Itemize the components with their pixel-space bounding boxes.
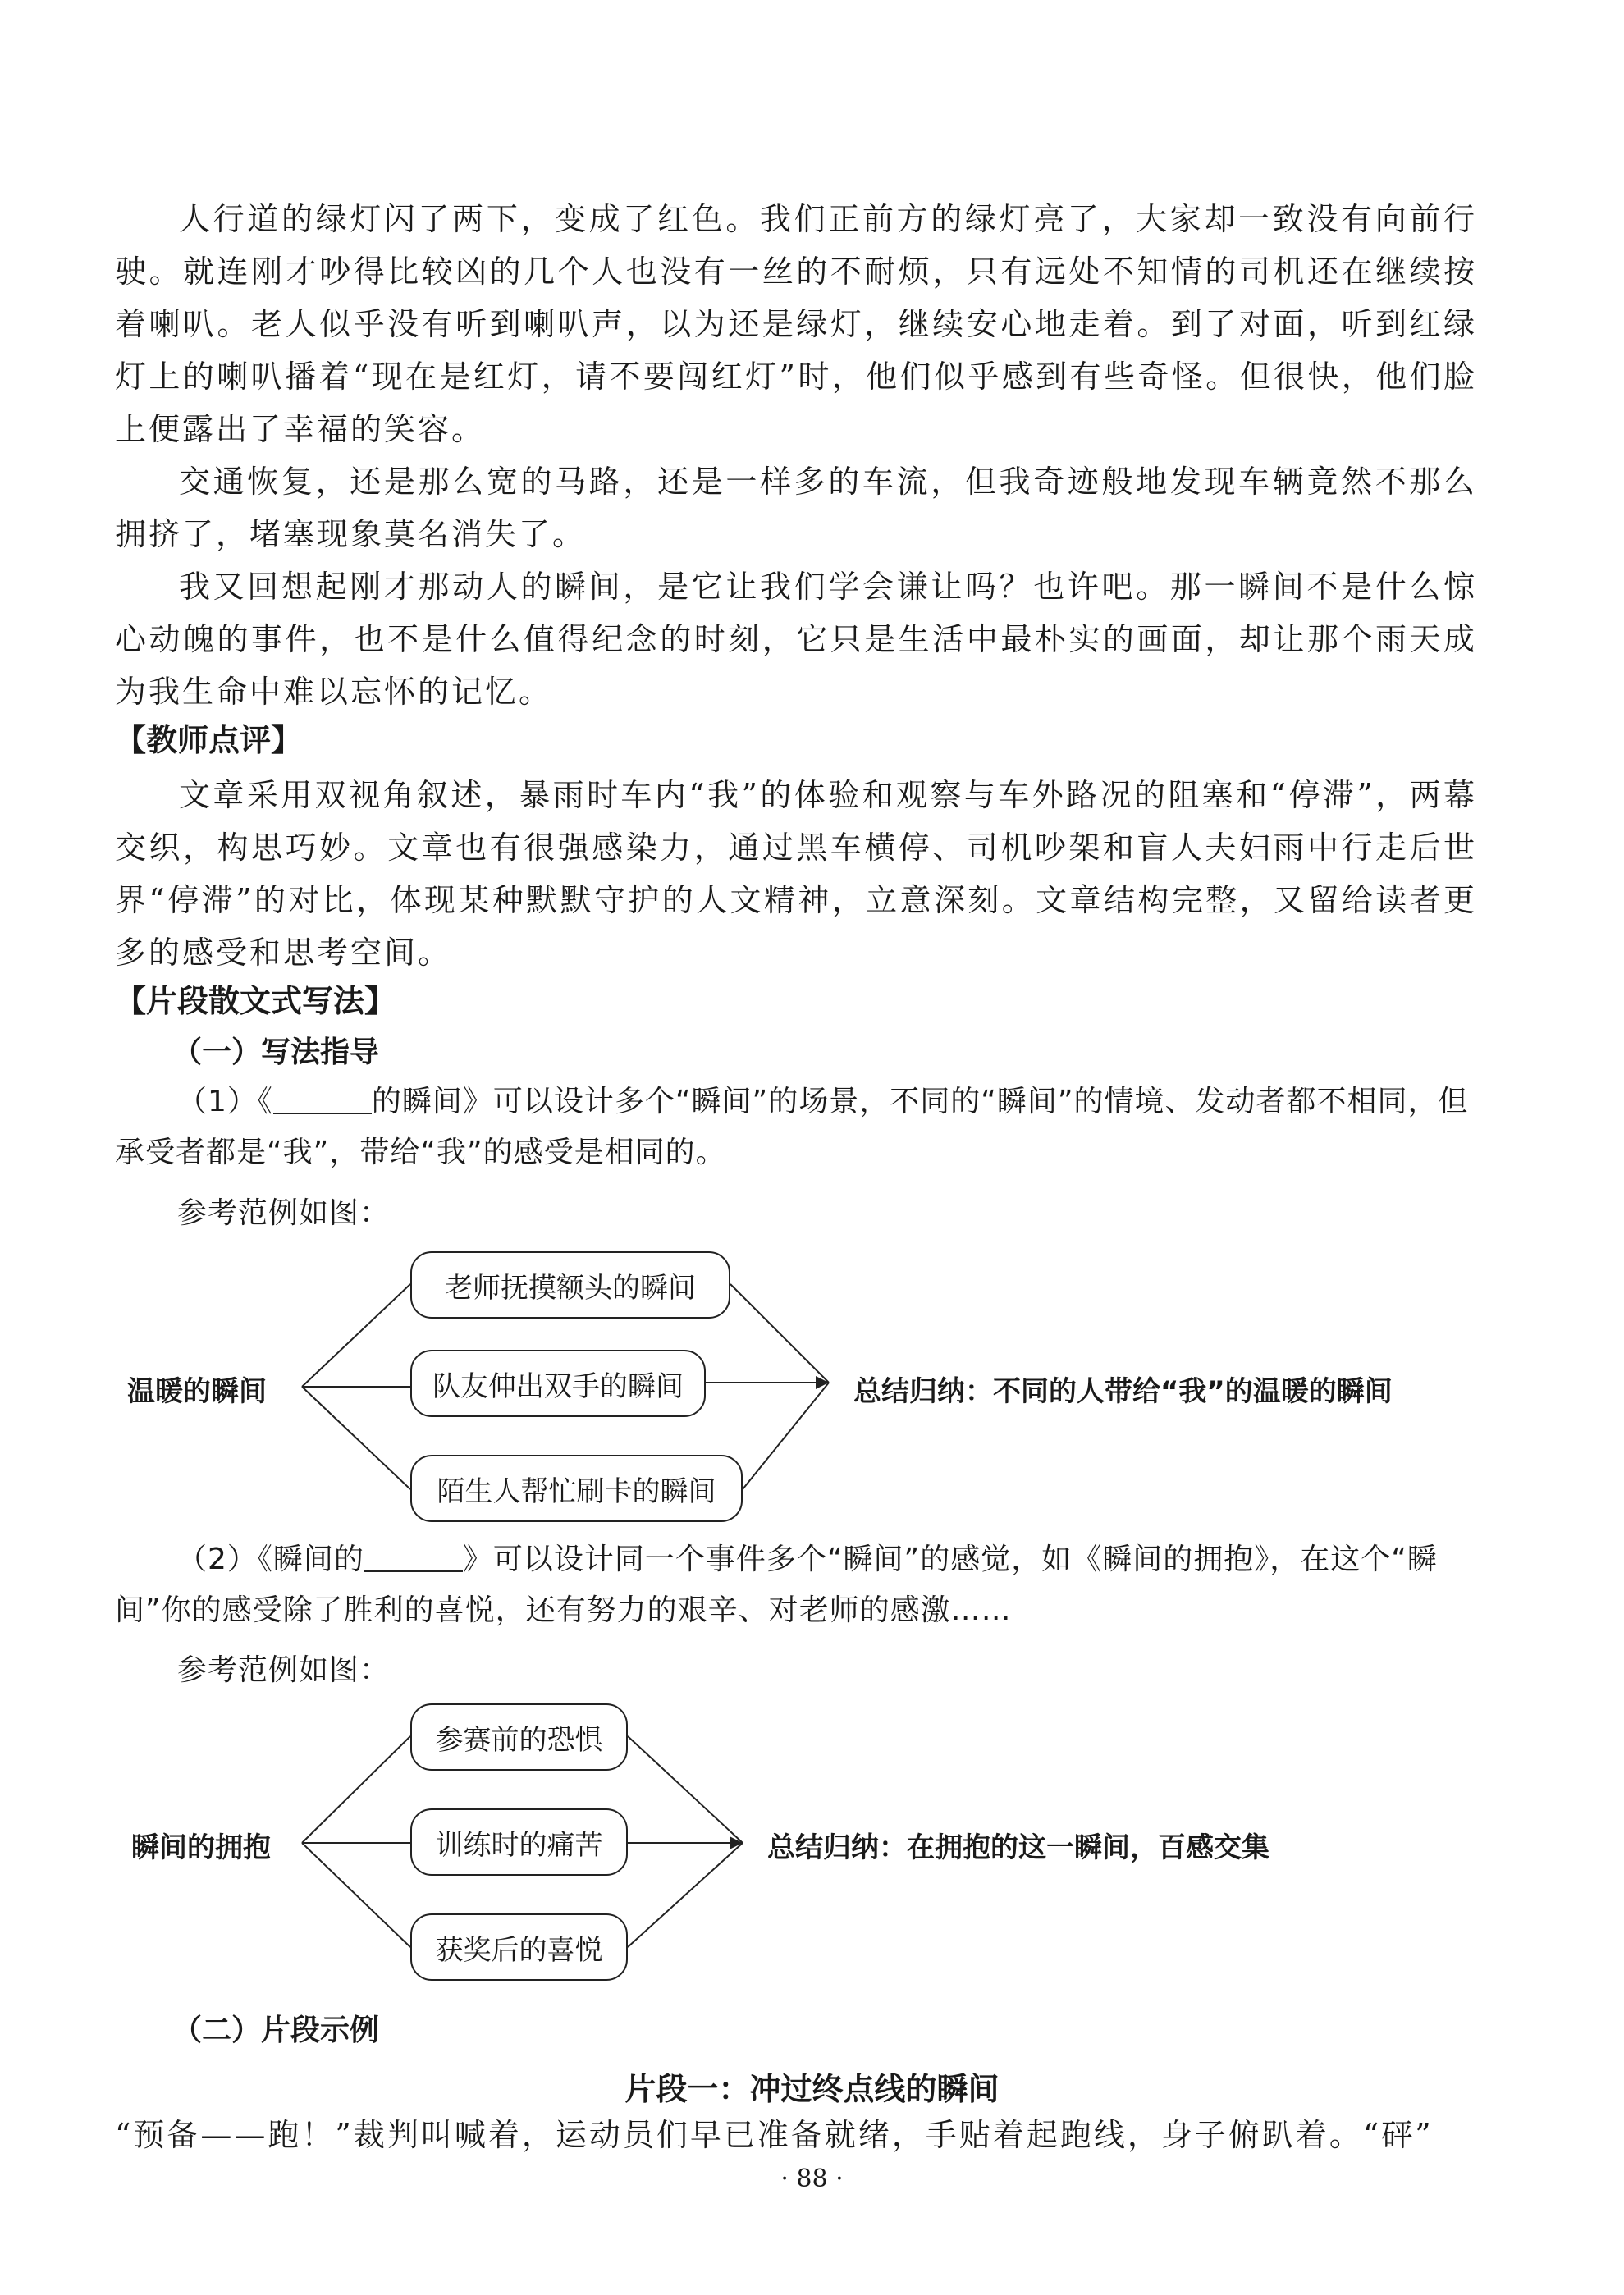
method-item-2-suffix: 》可以设计同一个事件多个“瞬间”的感觉，如《瞬间的拥抱》，在这个“瞬间”你的感受除了胜利的喜悦，还有努力的艰辛、对老师的感激…… <box>115 1543 1438 1627</box>
method-subheading-2: （二）片段示例 <box>172 2014 380 2047</box>
diagram-1-right-lower-line <box>743 1383 829 1489</box>
diagram-1-box-1: 老师抚摸额头的瞬间 <box>410 1251 730 1319</box>
diagram-1-left-upper-line <box>302 1284 410 1387</box>
method-item-2 <box>115 1534 1477 1636</box>
diagram-1-right-upper-line <box>730 1284 829 1383</box>
diagram-2-summary: 总结归纳：在拥抱的这一瞬间，百感交集 <box>767 1831 1269 1864</box>
diagram-2-arrowhead <box>730 1836 743 1849</box>
diagram-2-right-upper-line <box>628 1736 743 1843</box>
diagram-1-box-2: 队友伸出双手的瞬间 <box>410 1350 706 1417</box>
diagram-2-left-label: 瞬间的拥抱 <box>131 1831 271 1864</box>
page-number: · 88 · <box>780 2165 844 2193</box>
diagram-2-box-2: 训练时的痛苦 <box>410 1808 628 1876</box>
diagram-1-left-lower-line <box>302 1387 410 1489</box>
method-item-1-prefix: （1）《 <box>177 1085 273 1118</box>
example-title: 片段一：冲过终点线的瞬间 <box>624 2071 1000 2107</box>
diagram-warm-moments <box>0 1235 1624 1522</box>
fill-blank-2 <box>364 1541 463 1572</box>
example-text: “预备——跑！”裁判叫喊着，运动员们早已准备就绪，手贴着起跑线，身子俯趴着。“砰” <box>115 2117 1434 2153</box>
method-item-1 <box>115 1077 1477 1178</box>
diagram-1-summary: 总结归纳：不同的人带给“我”的温暖的瞬间 <box>853 1375 1393 1408</box>
diagram-1-left-label: 温暖的瞬间 <box>127 1375 267 1408</box>
method-item-1-suffix: 的瞬间》可以设计多个“瞬间”的场景，不同的“瞬间”的情境、发动者都不相同，但承受者都是“我”，带给“我”的感受是相同的。 <box>115 1085 1469 1169</box>
diagram-2-box-3: 获奖后的喜悦 <box>410 1913 628 1981</box>
method-heading: 【片段散文式写法】 <box>115 983 396 1019</box>
diagram-1-arrowhead <box>816 1376 829 1389</box>
story-paragraph-2: 交通恢复，还是那么宽的马路，还是一样多的车流，但我奇迹般地发现车辆竟然不那么拥挤了，堵塞现象莫名消失了。 <box>115 464 1477 552</box>
review-text: 文章采用双视角叙述，暴雨时车内“我”的体验和观察与车外路况的阻塞和“停滞”，两幕交织，构思巧妙。文章也有很强感染力，通过黑车横停、司机吵架和盲人夫妇雨中行走后世界“停滞”的对比，体现某种默默守护的人文精神，立意深刻。文章结构完整，又留给读者更多的感受和思考空间。 <box>115 777 1477 971</box>
review-heading: 【教师点评】 <box>115 722 303 758</box>
story-paragraph-3: 我又回想起刚才那动人的瞬间，是它让我们学会谦让吗？也许吧。那一瞬间不是什么惊心动魄的事件，也不是什么值得纪念的时刻，它只是生活中最朴实的画面，却让那个雨天成为我生命中难以忘怀的记忆。 <box>115 569 1477 710</box>
method-item-2-prefix: （2）《瞬间的 <box>177 1543 364 1576</box>
diagram-hug-moment <box>0 1697 1624 1984</box>
reference-label-1: 参考范例如图： <box>177 1196 391 1230</box>
diagram-2-box-1: 参赛前的恐惧 <box>410 1703 628 1771</box>
method-subheading-1: （一）写法指导 <box>172 1035 380 1069</box>
diagram-2-right-lower-line <box>628 1843 743 1947</box>
diagram-2-left-upper-line <box>302 1736 410 1843</box>
diagram-1-box-3: 陌生人帮忙刷卡的瞬间 <box>410 1455 743 1522</box>
reference-label-2: 参考范例如图： <box>177 1653 391 1687</box>
story-paragraph-1: 人行道的绿灯闪了两下，变成了红色。我们正前方的绿灯亮了，大家却一致没有向前行驶。就连刚才吵得比较凶的几个人也没有一丝的不耐烦，只有远处不知情的司机还在继续按着喇叭。老人似乎没有听到喇叭声，以为还是绿灯，继续安心地走着。到了对面，听到红绿灯上的喇叭播着“现在是红灯，请不要闯红灯”时，他们似乎感到有些奇怪。但很快，他们脸上便露出了幸福的笑容。 <box>115 201 1477 447</box>
fill-blank-1 <box>273 1083 372 1114</box>
diagram-2-left-lower-line <box>302 1843 410 1947</box>
